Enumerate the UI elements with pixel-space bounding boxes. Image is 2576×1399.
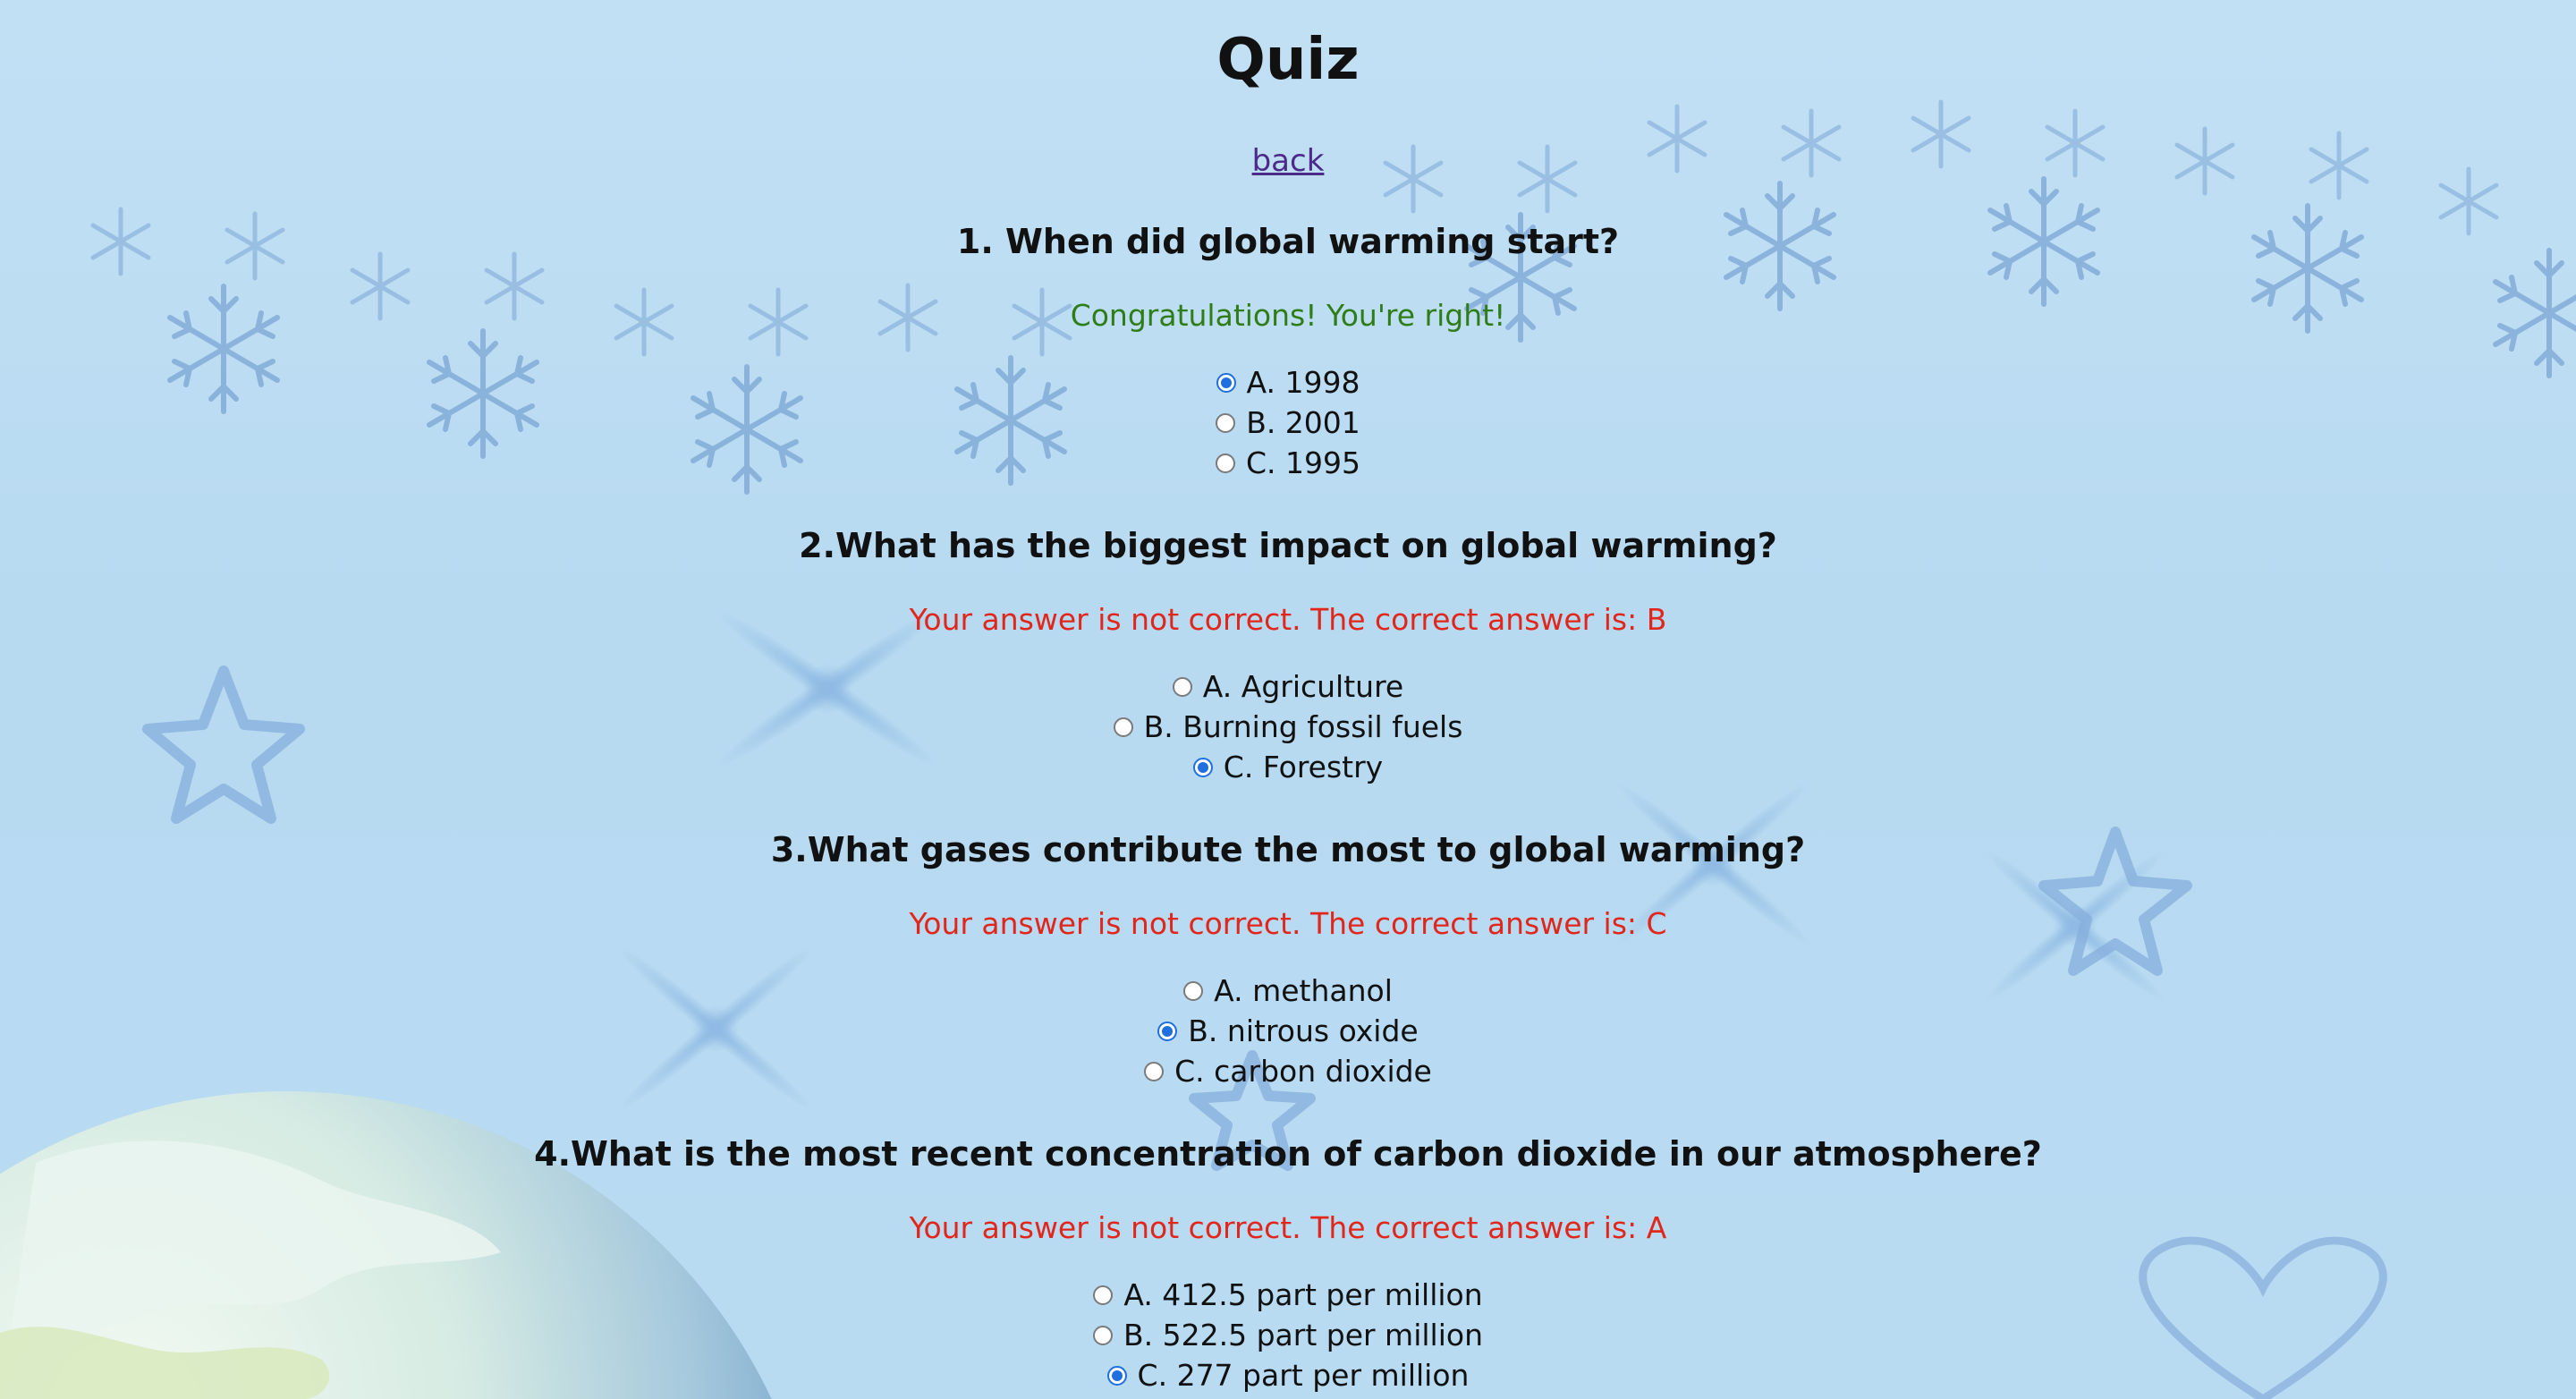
radio-button[interactable] xyxy=(1216,454,1235,473)
question-title: 1. When did global warming start? xyxy=(956,222,1620,261)
option-label: A. 412.5 part per million xyxy=(1123,1277,1483,1312)
question-2 xyxy=(0,523,2576,787)
option-label: A. methanol xyxy=(1214,973,1393,1008)
question-title: 4.What is the most recent concentration of carbon dioxide in our atmosphere? xyxy=(534,1134,2042,1174)
radio-button[interactable] xyxy=(1114,717,1133,737)
radio-button[interactable] xyxy=(1216,413,1235,433)
option-b[interactable] xyxy=(0,403,2576,443)
radio-button[interactable] xyxy=(1144,1062,1164,1081)
options-list xyxy=(0,666,2576,787)
feedback-incorrect: Your answer is not correct. The correct answer is: B xyxy=(909,602,1667,637)
option-label: C. Forestry xyxy=(1223,750,1384,784)
option-label: C. 277 part per million xyxy=(1137,1358,1470,1393)
option-label: C. carbon dioxide xyxy=(1174,1054,1432,1089)
option-c[interactable] xyxy=(0,1355,2576,1395)
question-title: 2.What has the biggest impact on global warming? xyxy=(799,526,1777,565)
radio-button-checked[interactable] xyxy=(1216,373,1236,393)
option-label: B. 2001 xyxy=(1246,405,1360,440)
option-c[interactable] xyxy=(0,1051,2576,1091)
option-label: B. nitrous oxide xyxy=(1188,1013,1419,1048)
radio-button[interactable] xyxy=(1173,677,1192,697)
question-1 xyxy=(0,219,2576,483)
options-list xyxy=(0,362,2576,483)
page-title: Quiz xyxy=(1216,27,1360,93)
radio-button-checked[interactable] xyxy=(1157,1022,1177,1041)
question-4 xyxy=(0,1132,2576,1395)
option-label: A. Agriculture xyxy=(1202,669,1404,704)
radio-button[interactable] xyxy=(1183,981,1203,1001)
option-label: A. 1998 xyxy=(1246,365,1360,400)
option-a[interactable] xyxy=(0,1275,2576,1315)
feedback-incorrect: Your answer is not correct. The correct answer is: C xyxy=(909,906,1667,941)
feedback-incorrect: Your answer is not correct. The correct answer is: A xyxy=(909,1210,1667,1245)
radio-button[interactable] xyxy=(1093,1285,1113,1305)
question-title: 3.What gases contribute the most to global warming? xyxy=(770,830,1806,869)
option-a[interactable] xyxy=(0,362,2576,403)
radio-button[interactable] xyxy=(1093,1326,1113,1345)
option-c[interactable] xyxy=(0,747,2576,787)
option-b[interactable] xyxy=(0,707,2576,747)
radio-button-checked[interactable] xyxy=(1107,1366,1127,1386)
feedback-correct: Congratulations! You're right! xyxy=(1070,298,1506,333)
option-c[interactable] xyxy=(0,443,2576,483)
option-label: B. Burning fossil fuels xyxy=(1143,709,1463,744)
options-list xyxy=(0,971,2576,1091)
question-3 xyxy=(0,827,2576,1091)
option-a[interactable] xyxy=(0,971,2576,1011)
option-label: C. 1995 xyxy=(1245,445,1360,480)
option-b[interactable] xyxy=(0,1011,2576,1051)
radio-button-checked[interactable] xyxy=(1193,758,1213,777)
options-list xyxy=(0,1275,2576,1395)
option-a[interactable] xyxy=(0,666,2576,707)
option-label: B. 522.5 part per million xyxy=(1123,1318,1483,1352)
option-b[interactable] xyxy=(0,1315,2576,1355)
back-link[interactable]: back xyxy=(1251,143,1325,179)
back-link-container xyxy=(0,143,2576,179)
